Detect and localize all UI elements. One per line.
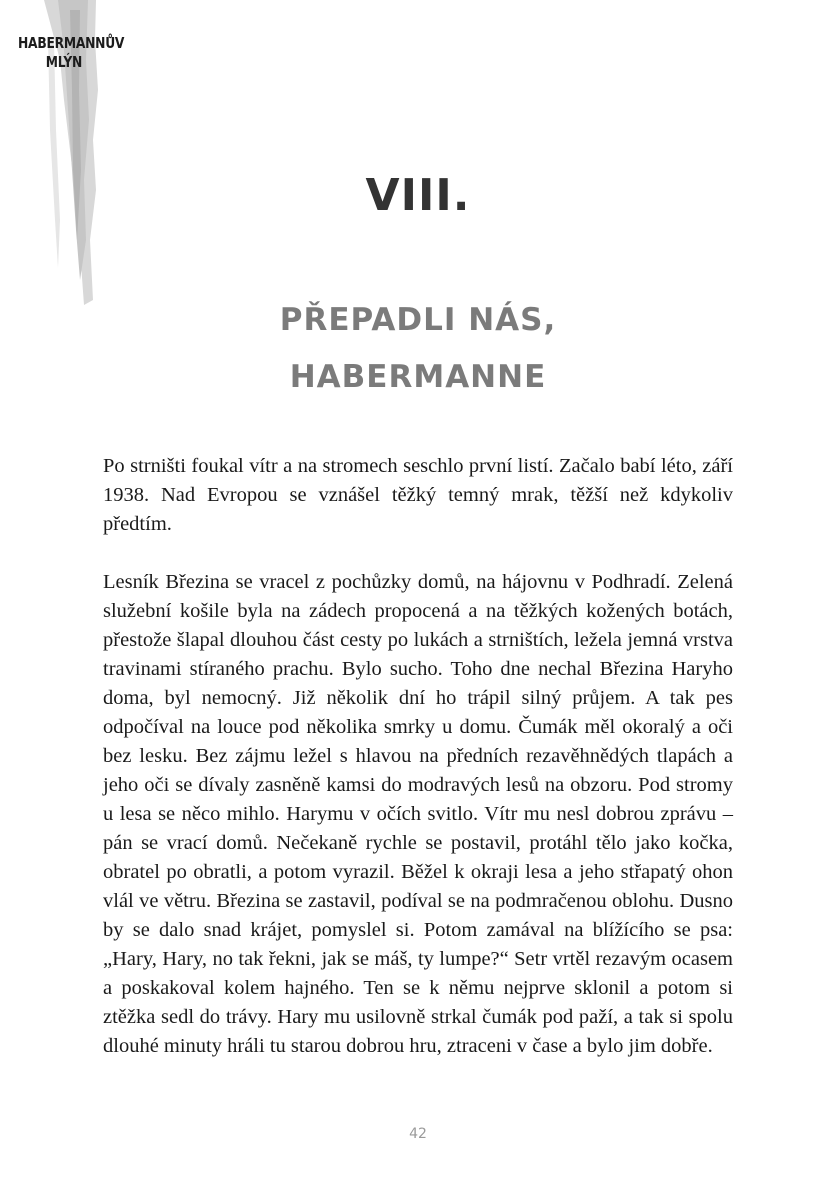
paragraph-1: Po strništi foukal vítr a na stromech seschlo první listí. Začalo babí léto, září 1938. Nad Evropou se vznášel těžký temný mrak, těžší než kdykoliv předtím. (103, 455, 733, 535)
chapter-title (0, 292, 836, 406)
chapter-number: VIII. (365, 170, 471, 221)
page-number: 42 (409, 1126, 427, 1142)
chapter-body (103, 452, 733, 1061)
book-logo-line-2: MLÝN (45, 53, 83, 71)
chapter-title-line-2: HABERMANNE (289, 359, 547, 395)
book-logo-line-1: HABERMANNŮV (18, 34, 125, 52)
chapter-title-line-1: PŘEPADLI NÁS, (279, 302, 557, 338)
paragraph-2: Lesník Březina se vracel z pochůzky domů, na hájovnu v Podhradí. Zelená služební košile byla na zádech propocená a na těžkých kožených botách, přestože šlapal dlouhou část cesty po lukách a strništích, ležela jemná vrstva travinami stíraného prachu. Bylo sucho. Toho dne nechal Březina Haryho doma, byl nemocný. Již několik dní ho trápil silný průjem. A tak pes odpočíval na louce pod několika smrky u domu. Čumák měl okoralý a oči bez lesku. Bez zájmu ležel s hlavou na předních rezavěhnědých tlapách a jeho oči se dívaly zasněně kamsi do modravých lesů na obzoru. Pod stromy u lesa se něco mihlo. Harymu v očích svitlo. Vítr mu nesl dobrou zprávu – pán se vrací domů. Nečekaně rychle se postavil, protáhl tělo jako kočka, obratel po obratli, a potom vyrazil. Běžel k okraji lesa a jeho střapatý ohon vlál ve větru. Březina se zastavil, podíval se na podmračenou oblohu. Dusno by se dalo snad krájet, pomyslel si. Potom zamával na blížícího se psa: „Hary, Hary, no tak řekni, jak se máš, ty lumpe?“ Setr vrtěl rezavým ocasem a poskakoval kolem hajného. Ten se k němu nejprve sklonil a potom si ztěžka sedl do trávy. Hary mu usilovně strkal čumák pod paží, a tak si spolu dlouhé minuty hráli tu starou dobrou hru, ztraceni v čase a bylo jim dobře. (103, 571, 733, 1057)
book-title-logo (18, 34, 125, 72)
